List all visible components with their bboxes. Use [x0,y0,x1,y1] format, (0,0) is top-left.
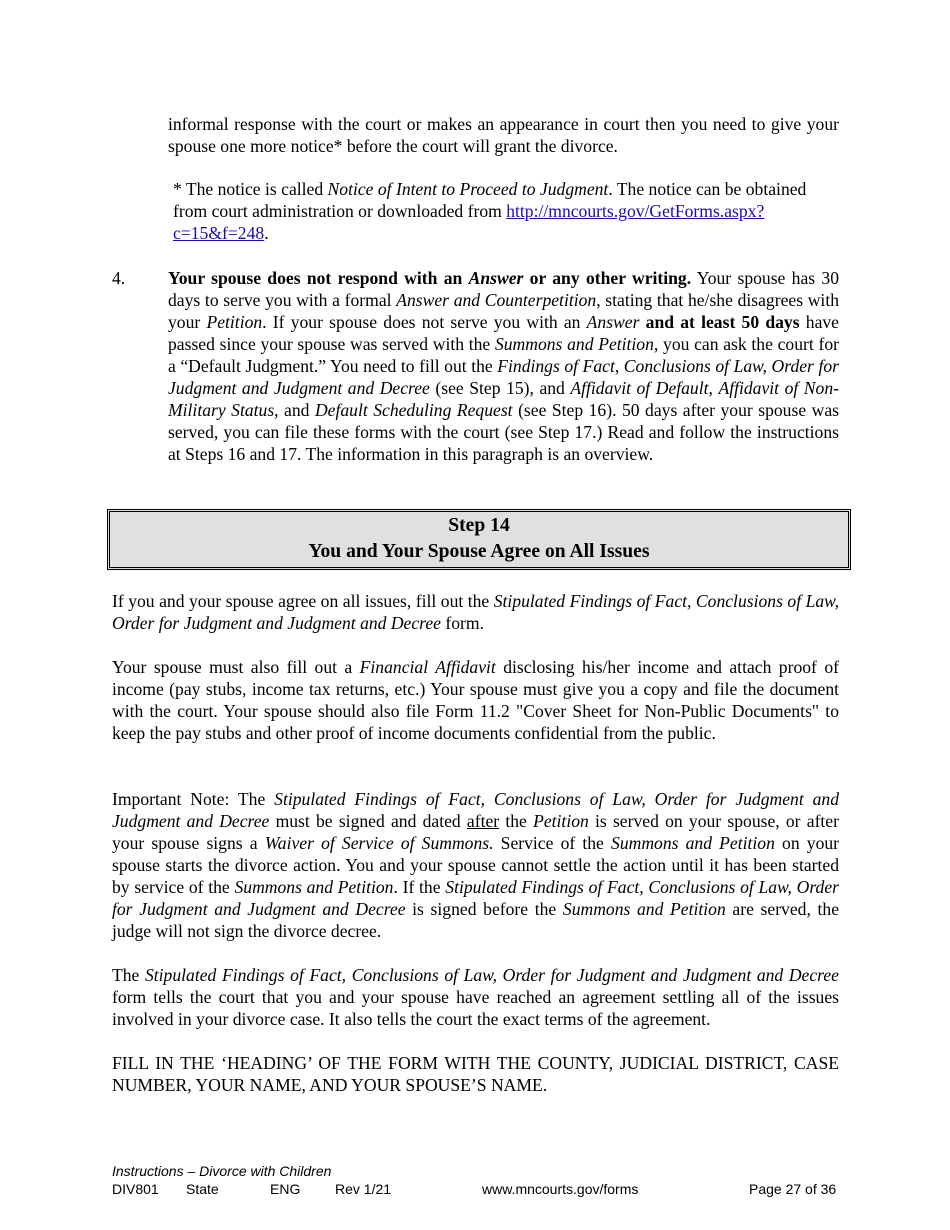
paragraph-heading-instructions: FILL IN THE ‘HEADING’ OF THE FORM WITH THE COUNTY, JUDICIAL DISTRICT, CASE NUMBER, YOUR NAME, AND YOUR SPOUSE’S NAME. [112,1053,839,1095]
item-4-paragraph: Your spouse does not respond with an Answer or any other writing. Your spouse has 30 days to serve you with a formal Answer and Counterpetition, stating that he/she disagrees with your Petition. If your spouse does not serve you with an Answer and at least 50 days have passed since your spouse was served with the Summons and Petition, you can ask the court for a “Default Judgment.” You need to fill out the Findings of Fact, Conclusions of Law, Order for Judgment and Judgment and Decree (see Step 15), and Affidavit of Default, Affidavit of Non-Military Status, and Default Scheduling Request (see Step 16). 50 days after your spouse was served, you can file these forms with the court (see Step 17.) Read and follow the instructions at Steps 16 and 17. The information in this paragraph is an overview. [168,268,840,464]
paragraph-agree-all: If you and your spouse agree on all issues, fill out the Stipulated Findings of Fact, Conclusions of Law, Order for Judgment and Judgment and Decree form. [112,591,839,633]
footer-form-code: DIV801 [112,1181,159,1197]
continuation-paragraph: informal response with the court or makes an appearance in court then you need to give your spouse one more notice* before the court will grant the divorce. [168,114,839,156]
item-number: 4. [112,268,126,288]
footer-jurisdiction: State [186,1181,219,1197]
footer-revision: Rev 1/21 [335,1181,392,1197]
step-number: Step 14 [448,515,510,536]
paragraph-financial-affidavit: Your spouse must also fill out a Financial Affidavit disclosing his/her income and attach proof of income (pay stubs, income tax returns, etc.) Your spouse must give you a copy and file the document with the court. Your spouse should also file Form 11.2 "Cover Sheet for Non-Public Documents" to keep the pay stubs and other proof of income documents confidential from the public. [112,657,839,743]
footer-title: Instructions – Divorce with Children [112,1163,332,1179]
footer-page-number: Page 27 of 36 [749,1181,837,1197]
page-footer [112,1162,839,1198]
notice-form-name: Notice of Intent to Proceed to Judgment [327,179,609,199]
paragraph-important-note: Important Note: The Stipulated Findings of Fact, Conclusions of Law, Order for Judgment and Judgment and Decree must be signed and dated after the Petition is served on your spouse, or after your spouse signs a Waiver of Service of Summons. Service of the Summons and Petition on your spouse starts the divorce action. You and your spouse cannot settle the action until it has been started by service of the Summons and Petition. If the Stipulated Findings of Fact, Conclusions of Law, Order for Judgment and Judgment and Decree is signed before the Summons and Petition are served, the judge will not sign the divorce decree. [112,789,840,941]
forms-link[interactable]: http://mncourts.gov/GetForms.aspx?c=15&f=248 [173,201,765,243]
footer-website: www.mncourts.gov/forms [482,1181,639,1197]
step-heading-box [107,509,851,570]
step-title: You and Your Spouse Agree on All Issues [308,541,650,562]
footer-language: ENG [270,1181,301,1197]
paragraph-stipulated-form: The Stipulated Findings of Fact, Conclusions of Law, Order for Judgment and Judgment and Decree form tells the court that you and your spouse have reached an agreement settling all of the issues involved in your divorce case. It also tells the court the exact terms of the agreement. [112,965,839,1029]
notice-footnote: * The notice is called Notice of Intent to Proceed to Judgment. The notice can be obtained from court administration or downloaded from http://mncourts.gov/GetForms.aspx?c=15&f=248. [173,179,807,243]
